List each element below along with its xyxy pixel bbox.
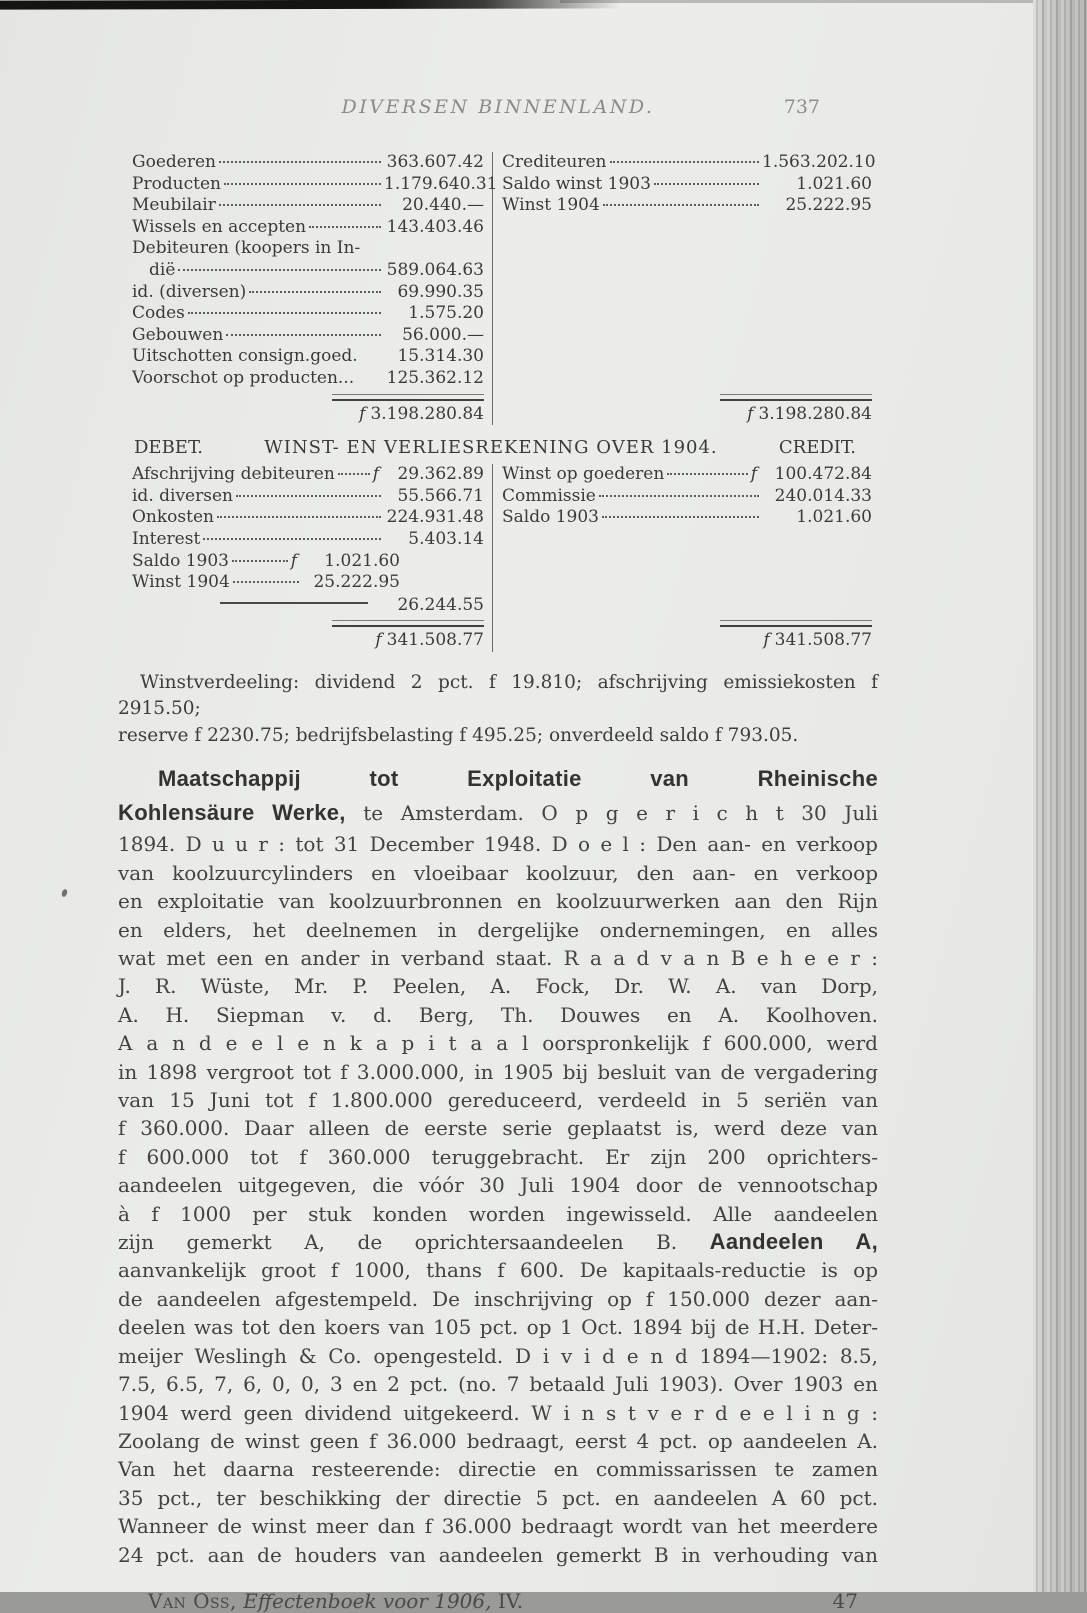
total-amount: f 3.198.280.84 <box>359 403 484 424</box>
table-row <box>132 238 484 260</box>
balance-sheet <box>118 152 878 425</box>
row-label: Uitschotten consign.goed. <box>132 346 358 367</box>
page-number: 737 <box>783 96 820 118</box>
pl-header <box>118 437 878 458</box>
dotted-leader <box>610 161 760 163</box>
article-line: van koolzuurcylinders en vloeibaar koolzuur, den aan- en verkoop <box>118 860 878 885</box>
table-row <box>132 173 498 196</box>
row-label: Debiteuren (koopers in In- <box>132 238 361 259</box>
dotted-leader <box>602 516 759 518</box>
table-row <box>132 486 484 508</box>
table-row <box>132 152 484 174</box>
total-amount: f 341.508.77 <box>763 630 872 651</box>
table-row <box>502 507 872 529</box>
book-title: Effectenboek voor 1906, <box>243 1588 492 1613</box>
dotted-leader <box>232 560 288 562</box>
dotted-leader <box>603 204 759 206</box>
note-line: Winstverdeeling: dividend 2 pct. f 19.810; afschrijving emissiekosten f 2915.50; <box>118 671 878 720</box>
row-label: Winst 1904 <box>502 195 600 216</box>
total-amount: f 3.198.280.84 <box>747 403 872 424</box>
credit-label: CREDIT. <box>778 437 856 459</box>
article-line: J. R. Wüste, Mr. P. Peelen, A. Fock, Dr. W. A. van Dorp, <box>118 974 878 999</box>
page-edge-shadow <box>1033 0 1087 1592</box>
row-label: Wissels en accepten <box>132 216 307 237</box>
row-amount: 1.563.202.10 <box>762 152 876 172</box>
column-total <box>502 390 872 426</box>
subaccount-sum-row <box>132 595 484 617</box>
article-line: 1894. D u u r : tot 31 December 1948. D o e l : Den aan- en verkoop <box>118 832 878 857</box>
dotted-leader <box>226 334 381 336</box>
volume-number: IV. <box>497 1588 524 1613</box>
row-amount: 240.014.33 <box>774 485 872 506</box>
page-content <box>118 0 878 1613</box>
sum-amount: 26.244.55 <box>397 594 484 615</box>
row-label: Onkosten <box>132 507 214 528</box>
table-row <box>132 529 484 551</box>
table-row <box>502 152 876 174</box>
row-amount: 589.064.63 <box>386 259 484 280</box>
row-amount: 1.179.640.31 <box>384 173 498 194</box>
article-line: 24 pct. aan de houders van aandeelen gemerkt B in verhouding van <box>118 1542 878 1567</box>
row-label: Afschrijving debiteuren <box>132 464 335 485</box>
row-amount: 56.000.— <box>402 324 484 345</box>
note-line: reserve f 2230.75; bedrijfsbelasting f 495.25; onverdeeld saldo f 793.05. <box>118 724 799 746</box>
table-row <box>132 282 484 304</box>
dotted-leader <box>309 226 381 228</box>
article-line <box>118 762 878 796</box>
row-amount: 69.990.35 <box>397 281 484 302</box>
table-row <box>132 368 484 390</box>
dotted-leader <box>224 183 381 185</box>
article-line: 35 pct., ter beschikking der directie 5 pct. en aandeelen A 60 pct. <box>118 1485 878 1510</box>
currency-symbol: f <box>375 630 382 651</box>
article-line: meijer Weslingh & Co. opengesteld. D i v i d e n d 1894—1902: 8.5, <box>118 1343 878 1368</box>
table-row <box>502 174 872 196</box>
row-amount: 100.472.84 <box>774 464 872 485</box>
row-label: id. diversen <box>132 485 233 506</box>
article-line: 7.5, 6.5, 7, 6, 0, 0, 3 en 2 pct. (no. 7 betaald Juli 1903). Over 1903 en <box>118 1372 878 1397</box>
dotted-leader <box>599 495 759 497</box>
dotted-leader <box>236 495 381 497</box>
table-row <box>132 572 400 594</box>
debet-label: DEBET. <box>134 437 204 459</box>
table-row <box>132 346 484 368</box>
profit-distribution-note <box>118 670 878 750</box>
inner-subaccount <box>132 551 400 594</box>
article-line: à f 1000 per stuk konden worden ingewisseld. Alle aandeelen <box>118 1201 878 1226</box>
share-class-bold: Aandeelen A, <box>709 1229 878 1255</box>
article-line: Kohlensäure Werke, te Amsterdam. O p g e r i c h t 30 Juli <box>118 800 878 826</box>
row-label: id. (diversen) <box>132 281 247 302</box>
pl-title: WINST- EN VERLIESREKENING OVER 1904. <box>264 437 718 459</box>
table-row <box>132 464 484 486</box>
article-line: aandeelen uitgegeven, die vóór 30 Juli 1904 door de vennootschap <box>118 1173 878 1198</box>
row-label: Producten <box>132 173 221 194</box>
row-amount: 125.362.12 <box>386 367 484 388</box>
row-amount: 5.403.14 <box>408 528 484 549</box>
table-row <box>132 303 484 325</box>
currency-symbol: f <box>372 464 379 485</box>
row-amount: 1.021.60 <box>324 550 400 571</box>
table-row <box>502 486 872 508</box>
article-line: wat met een en ander in verband staat. R a a d v a n B e h e e r : <box>118 946 878 970</box>
total-rule <box>332 620 484 627</box>
article-line: de aandeelen afgestempeld. De inschrijving op f 150.000 dezer aan- <box>118 1286 878 1311</box>
column-total <box>132 390 484 426</box>
row-amount: 1.021.60 <box>796 173 872 194</box>
row-label: Saldo winst 1903 <box>502 173 651 194</box>
currency-symbol: f <box>290 550 297 571</box>
article-line: in 1898 vergroot tot f 3.000.000, in 1905 bij besluit van de vergadering <box>118 1059 878 1084</box>
profit-loss-statement <box>118 464 878 652</box>
company-name-bold: Kohlensäure Werke, <box>118 800 346 826</box>
pl-debet-column <box>118 464 493 652</box>
row-label: Winst op goederen <box>502 464 665 485</box>
ink-speck <box>61 888 68 897</box>
article-line: deelen was tot den koers van 105 pct. op 1 Oct. 1894 bij de H.H. Deter- <box>118 1315 878 1340</box>
running-head-title: DIVERSEN BINNENLAND. <box>341 96 655 118</box>
currency-symbol: f <box>747 403 754 424</box>
article-line: van 15 Juni tot f 1.800.000 gereduceerd, verdeeld in 5 seriën van <box>118 1088 878 1113</box>
article-line: en elders, het deelnemen in dergelijke ondernemingen, en alles <box>118 917 878 942</box>
row-amount: 20.440.— <box>402 195 484 216</box>
table-row <box>502 464 872 486</box>
column-total <box>132 616 484 652</box>
sum-rule <box>220 602 368 604</box>
row-amount: 25.222.95 <box>313 572 400 593</box>
row-label: Interest <box>132 528 201 549</box>
row-label: Codes <box>132 303 185 324</box>
footer-citation <box>148 1589 523 1613</box>
row-amount: 1.021.60 <box>796 507 872 528</box>
dotted-leader <box>203 538 381 540</box>
article-line: en exploitatie van koolzuurbronnen en koolzuurwerken aan den Rijn <box>118 889 878 914</box>
total-rule <box>720 620 872 627</box>
article-line: 1904 werd geen dividend uitgekeerd. W i n s t v e r d e e l i n g : <box>118 1400 878 1425</box>
running-head <box>118 96 878 122</box>
total-rule <box>720 394 872 401</box>
table-row <box>502 195 872 217</box>
balance-credit-column <box>493 152 878 425</box>
article-line: f 600.000 tot f 360.000 teruggebracht. Er zijn 200 oprichters- <box>118 1144 878 1169</box>
column-total <box>502 616 872 652</box>
company-name-bold: Maatschappij tot Exploitatie van Rheinische <box>158 766 878 792</box>
total-amount: f 341.508.77 <box>375 630 484 651</box>
article-line: Zoolang de winst geen f 36.000 bedraagt, eerst 4 pct. op aandeelen A. <box>118 1428 878 1453</box>
article-line: zijn gemerkt A, de oprichtersaandeelen B. Aandeelen A, <box>118 1229 878 1255</box>
currency-symbol: f <box>750 464 757 485</box>
article-line: A. H. Siepman v. d. Berg, Th. Douwes en A. Koolhoven. <box>118 1002 878 1027</box>
row-amount: 1.575.20 <box>408 303 484 324</box>
dotted-leader <box>188 312 381 314</box>
row-amount: 224.931.48 <box>386 507 484 528</box>
row-label: dië <box>149 259 176 280</box>
dotted-leader <box>249 291 381 293</box>
row-label: Winst 1904 <box>132 572 230 593</box>
article-line: A a n d e e l e n k a p i t a a l oorspronkelijk f 600.000, werd <box>118 1031 878 1056</box>
dotted-leader <box>217 516 381 518</box>
dotted-leader <box>233 581 299 583</box>
row-label: Gebouwen <box>132 324 224 345</box>
table-row <box>132 551 400 573</box>
row-label: Meubilair <box>132 195 216 216</box>
footer-page-number: 47 <box>832 1588 858 1613</box>
table-row <box>132 195 484 217</box>
row-label: Voorschot op producten... <box>132 367 355 388</box>
dotted-leader <box>654 183 759 185</box>
row-amount: 25.222.95 <box>785 195 872 216</box>
currency-symbol: f <box>359 403 366 424</box>
article-line: Wanneer de winst meer dan f 36.000 bedraagt wordt van het meerdere <box>118 1514 878 1539</box>
row-label: Goederen <box>132 152 216 172</box>
row-amount: 29.362.89 <box>397 464 484 485</box>
balance-debit-column <box>118 152 498 425</box>
currency-symbol: f <box>763 630 770 651</box>
publisher-name: Van Oss, <box>148 1588 237 1613</box>
dotted-leader <box>219 204 381 206</box>
row-label: Saldo 1903 <box>502 507 600 528</box>
pl-credit-column <box>493 464 878 652</box>
book-footer <box>118 1589 878 1613</box>
row-label: Saldo 1903 <box>132 550 230 571</box>
dotted-leader <box>178 269 381 271</box>
table-row <box>132 260 484 282</box>
table-row <box>132 217 484 239</box>
total-rule <box>332 394 484 401</box>
article-line: f 360.000. Daar alleen de eerste serie geplaatst is, werd deze van <box>118 1116 878 1141</box>
dotted-leader <box>338 473 370 475</box>
row-label: Crediteuren <box>502 152 607 172</box>
row-amount: 363.607.42 <box>386 152 484 172</box>
dotted-leader <box>667 473 747 475</box>
row-amount: 55.566.71 <box>397 485 484 506</box>
article-line: aanvankelijk groot f 1000, thans f 600. De kapitaals-reductie is op <box>118 1258 878 1283</box>
table-row <box>132 507 484 529</box>
article-line: Van het daarna resteerende: directie en commissarissen te zamen <box>118 1457 878 1482</box>
table-row <box>132 325 484 347</box>
company-article <box>118 762 878 1569</box>
row-amount: 143.403.46 <box>386 216 484 237</box>
dotted-leader <box>219 161 381 163</box>
row-amount: 15.314.30 <box>397 346 484 367</box>
row-label: Commissie <box>502 485 596 506</box>
